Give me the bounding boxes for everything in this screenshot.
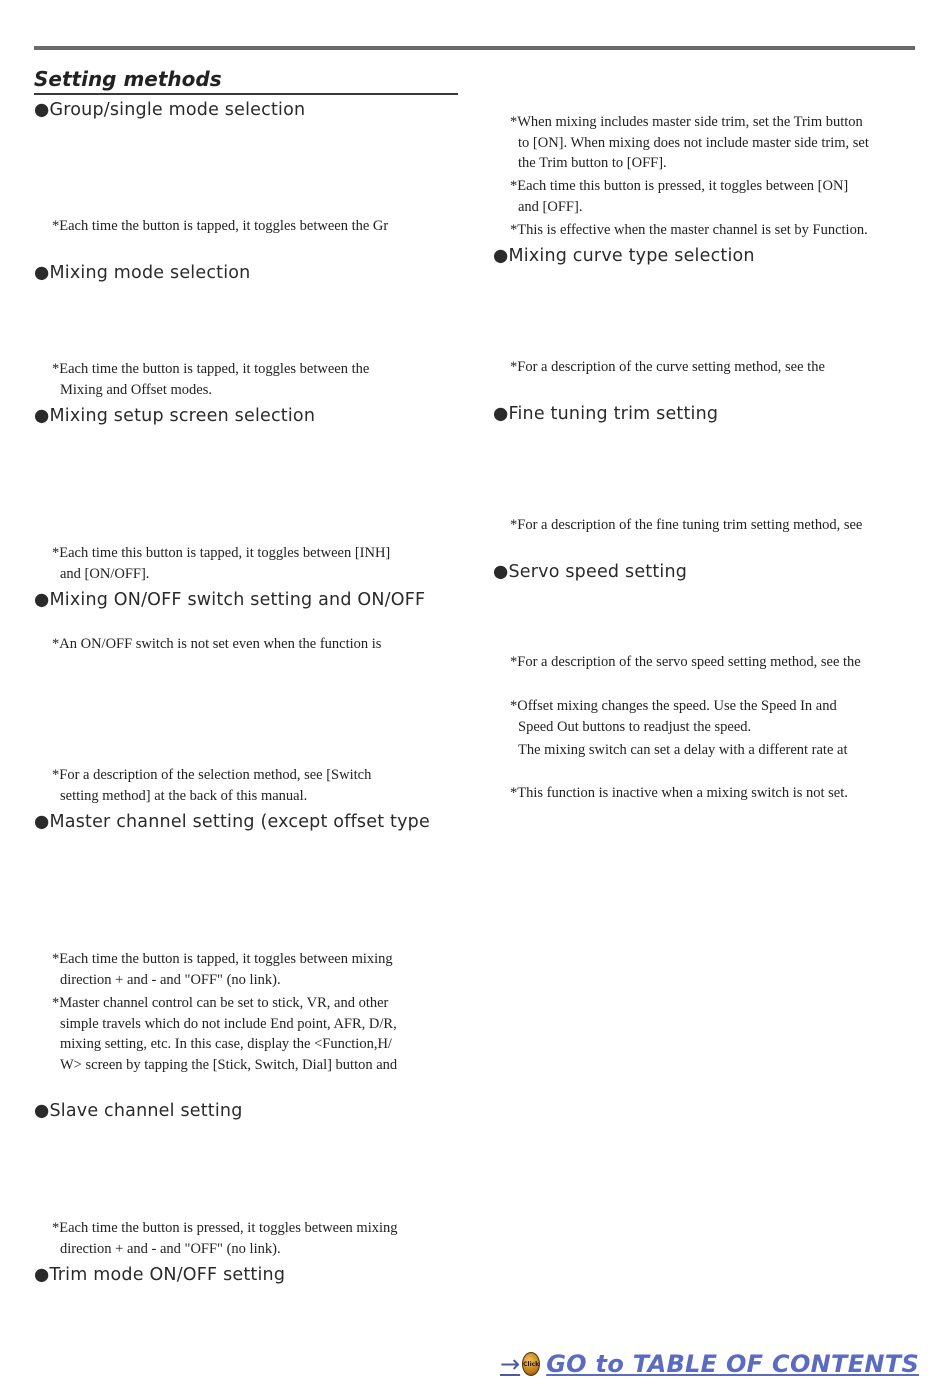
note-line: mixing setting, etc. In this case, display the <Function,H/ (60, 1036, 392, 1052)
note (510, 112, 916, 174)
note (52, 1218, 458, 1259)
note (52, 993, 458, 1075)
section-heading: Setting methods (34, 66, 458, 95)
note (510, 783, 916, 804)
note (510, 696, 916, 737)
note (52, 359, 458, 400)
note (52, 634, 458, 655)
note-line: simple travels which do not include End point, AFR, D/R, (60, 1015, 397, 1032)
note-line: *Each time this button is tapped, it toggles between [INH] (52, 545, 391, 561)
note (510, 515, 916, 536)
note-line: direction + and - and "OFF" (no link). (60, 1240, 281, 1257)
note-line: Speed Out buttons to readjust the speed. (518, 718, 752, 735)
note-line: *When mixing includes master side trim, set the Trim button (510, 114, 863, 130)
note-line: to [ON]. When mixing does not include master side trim, set (518, 134, 869, 151)
note (510, 176, 916, 217)
section-title-mixing-setup-screen: ●Mixing setup screen selection (34, 406, 316, 426)
note (52, 765, 458, 806)
section-title-fine-tuning-trim: ●Fine tuning trim setting (493, 404, 719, 424)
note-line: W> screen by tapping the [Stick, Switch, Dial] button and (60, 1056, 398, 1073)
section-title-master-channel: ●Master channel setting (except offset type (34, 812, 430, 832)
note-line: and [ON/OFF]. (60, 565, 150, 582)
note-line: setting method] at the back of this manual. (60, 787, 308, 804)
note-line: The mixing switch can set a delay with a different rate at (518, 742, 848, 758)
note-line: *For a description of the servo speed setting method, see the (510, 654, 861, 670)
note-line: Mixing and Offset modes. (60, 381, 212, 398)
note-line: *This function is inactive when a mixing switch is not set. (510, 785, 848, 801)
click-icon (522, 1352, 540, 1376)
note-line: the Trim button to [OFF]. (518, 155, 667, 171)
note-line: *An ON/OFF switch is not set even when the function is (52, 636, 382, 652)
note-line: *Each time the button is pressed, it toggles between mixing (52, 1220, 398, 1236)
arrow-right-icon: → (500, 1350, 521, 1378)
note (52, 543, 458, 584)
section-title-trim-mode: ●Trim mode ON/OFF setting (34, 1265, 286, 1285)
note-line: *For a description of the fine tuning trim setting method, see (510, 517, 863, 533)
note (52, 949, 458, 990)
note-line: *Master channel control can be set to stick, VR, and other (52, 995, 389, 1011)
note-line: *This is effective when the master channel is set by Function. (510, 222, 868, 238)
note-line: *For a description of the curve setting method, see the (510, 359, 825, 375)
section-title-group-single-mode: ●Group/single mode selection (34, 100, 306, 120)
section-title-mixing-curve-type: ●Mixing curve type selection (493, 246, 755, 266)
note-line: and [OFF]. (518, 198, 583, 215)
note (510, 357, 916, 378)
note (510, 740, 916, 761)
section-title-mixing-mode: ●Mixing mode selection (34, 263, 251, 283)
note (510, 220, 916, 241)
toc-link-text[interactable]: GO to TABLE OF CONTENTS (546, 1350, 920, 1378)
click-icon-label: Click (523, 1360, 540, 1368)
section-title-servo-speed: ●Servo speed setting (493, 562, 688, 582)
note-line: *For a description of the selection method, see [Switch (52, 767, 372, 783)
top-rule (34, 46, 915, 50)
note-line: *Each time the button is tapped, it toggles between the (52, 361, 370, 377)
note-line: *Each time the button is tapped, it toggles between the Gr (52, 218, 389, 234)
note-line: *Each time this button is pressed, it toggles between [ON] (510, 178, 849, 194)
toc-link[interactable] (500, 1346, 920, 1382)
note (52, 216, 458, 237)
section-title-mixing-switch: ●Mixing ON/OFF switch setting and ON/OFF (34, 590, 426, 610)
note-line: *Each time the button is tapped, it toggles between mixing (52, 951, 393, 967)
section-title-slave-channel: ●Slave channel setting (34, 1101, 243, 1121)
note-line: direction + and - and "OFF" (no link). (60, 971, 281, 988)
note (510, 652, 916, 673)
note-line: *Offset mixing changes the speed. Use the Speed In and (510, 698, 837, 714)
